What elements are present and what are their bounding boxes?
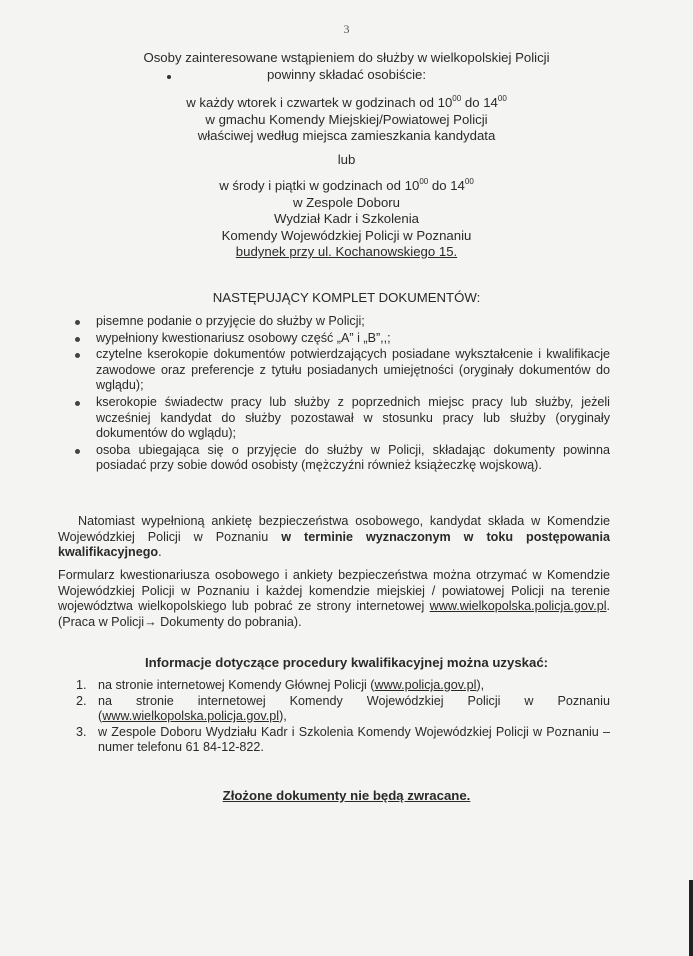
bullet-icon [75, 449, 80, 454]
bullet-icon [75, 320, 80, 325]
option-2-unit: w Zespole Doboru [292, 194, 401, 210]
option-1-hours: w każdy wtorek i czwartek w godzinach od $10^{00}$ do $14^{00}$ [186, 93, 507, 110]
option-2-headquarters: Komendy Wojewódzkiej Policji w Poznaniu [221, 227, 472, 243]
list-item: 3. w Zespole Doboru Wydziału Kadr i Szkolenia Komendy Wojewódzkiej Policji w Poznaniu – numer telefonu 61 84-12-822. [76, 724, 610, 755]
page-number: 3 [343, 22, 350, 36]
option-1-building: w gmachu Komendy Miejskiej/Powiatowej Policji [205, 111, 488, 127]
closing-note: Złożone dokumenty nie będą zwracane. [222, 788, 471, 803]
scan-dot [167, 75, 171, 79]
intro-line-2: powinny składać osobiście: [266, 66, 427, 82]
info-heading: Informacje dotyczące procedury kwalifikacyjnej można uzyskać: [144, 655, 549, 670]
scan-edge-mark [689, 880, 693, 956]
list-item: pisemne podanie o przyjęcie do służby w Policji; [58, 314, 610, 330]
option-1-block [40, 95, 653, 145]
website-link[interactable]: www.wielkopolska.policja.gov.pl [102, 709, 280, 724]
list-item: czytelne kserokopie dokumentów potwierdzających posiadane wykształcenie i kwalifikacje zawodowe oraz preferencje z tytułu posiadanych umiejętności (oryginały dokumentów do wglądu); [58, 347, 610, 394]
option-2-address: budynek przy ul. Kochanowskiego 15. [235, 244, 458, 259]
bullet-icon [75, 353, 80, 358]
option-1-note: właściwej według miejsca zamieszkania kandydata [197, 128, 496, 143]
website-link[interactable]: www.wielkopolska.policja.gov.pl [429, 599, 607, 614]
intro-block [40, 50, 653, 83]
option-2-hours: w środy i piątki w godzinach od $10^{00}$ do $14^{00}$ [219, 176, 474, 193]
option-2-block [40, 178, 653, 261]
list-item: 1. na stronie internetowej Komendy Głównej Policji (www.policja.gov.pl), [76, 678, 485, 692]
list-item: 2. na stronie internetowej Komendy Wojewódzkiej Policji w Poznaniu (www.wielkopolska.policja.gov.pl), [76, 693, 610, 724]
bullet-icon [75, 401, 80, 406]
or-word: lub [337, 152, 356, 167]
forms-paragraph: Formularz kwestionariusza osobowego i ankiety bezpieczeństwa można otrzymać w Komendzie Wojewódzkiej Policji w Poznaniu i każdej komendzie miejskiej / powiatowej Policji na terenie województwa wielkopolskiego lub pobrać ze strony internetowej www.wielkopolska.policja.gov.pl. (Praca w Policji→ Dokumenty do pobrania). [58, 568, 610, 629]
list-item: osoba ubiegająca się o przyjęcie do służby w Policji, składając dokumenty powinna posiadać przy sobie dowód osobisty (mężczyźni również książeczkę wojskową). [58, 443, 610, 474]
security-paragraph: Natomiast wypełnioną ankietę bezpieczeństwa osobowego, kandydat składa w Komendzie Wojewódzkiej Policji w Poznaniu w terminie wyznaczonym w toku postępowania kwalifikacyjnego. [58, 514, 611, 560]
info-list [58, 678, 610, 756]
list-item: wypełniony kwestionariusz osobowy część „A” i „B”,,; [58, 331, 610, 347]
website-link[interactable]: www.policja.gov.pl [374, 678, 477, 692]
documents-heading: NASTĘPUJĄCY KOMPLET DOKUMENTÓW: [212, 290, 481, 305]
intro-line-1: Osoby zainteresowane wstąpieniem do służby w wielkopolskiej Policji [143, 50, 550, 65]
list-item: kserokopie świadectw pracy lub służby z poprzednich miejsc pracy lub służby, jeżeli wcześniej kandydat do służby pozostawał w stosunku pracy lub służby (oryginały dokumentów do wglądu); [58, 395, 610, 442]
option-2-department: Wydział Kadr i Szkolenia [273, 211, 419, 226]
bullet-icon [75, 337, 80, 342]
documents-list [58, 314, 610, 475]
